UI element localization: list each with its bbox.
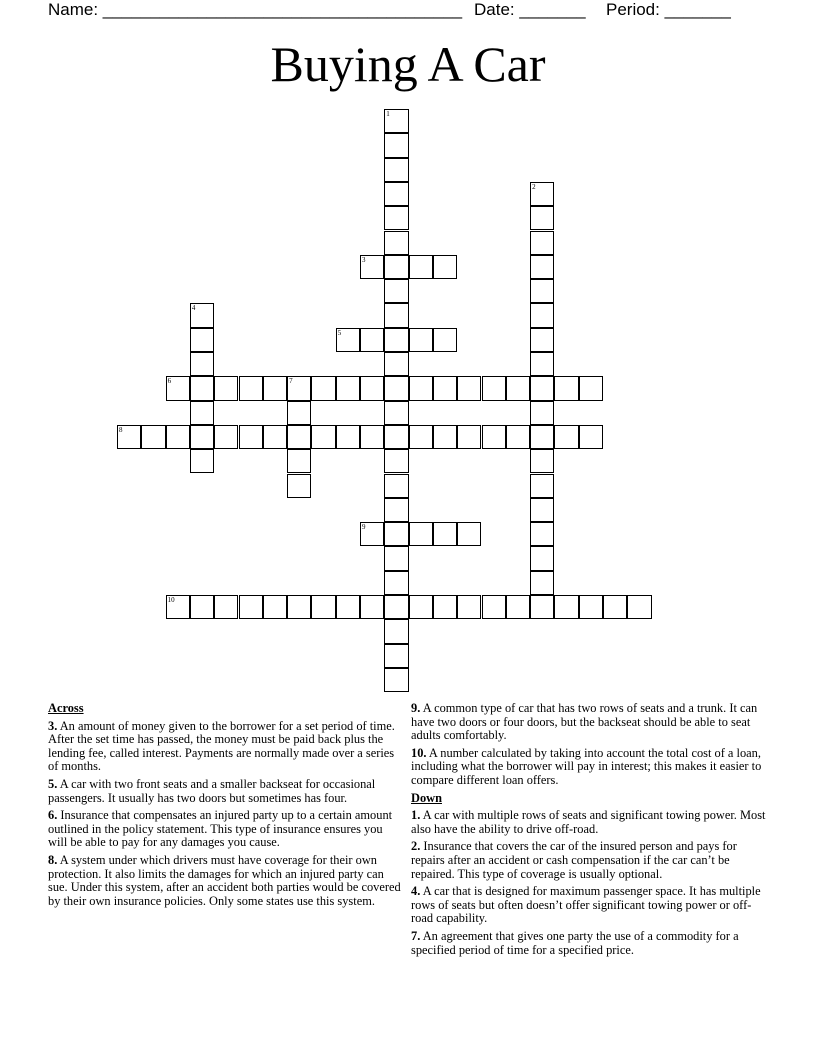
crossword-cell[interactable] xyxy=(239,376,263,400)
crossword-cell[interactable] xyxy=(409,376,433,400)
crossword-cell[interactable] xyxy=(530,231,554,255)
crossword-cell[interactable] xyxy=(530,522,554,546)
crossword-cell[interactable] xyxy=(384,182,408,206)
crossword-cell[interactable] xyxy=(239,595,263,619)
crossword-cell[interactable] xyxy=(311,595,335,619)
crossword-cell[interactable] xyxy=(530,474,554,498)
crossword-cell[interactable] xyxy=(384,133,408,157)
crossword-cell[interactable] xyxy=(530,401,554,425)
crossword-cell[interactable] xyxy=(457,522,481,546)
clue-down-1 xyxy=(411,809,773,836)
crossword-cell[interactable] xyxy=(530,498,554,522)
clue-across-9 xyxy=(411,702,773,743)
crossword-cell[interactable] xyxy=(409,328,433,352)
cell-number: 7 xyxy=(289,377,293,386)
crossword-cell[interactable] xyxy=(530,571,554,595)
cell-number: 10 xyxy=(167,596,175,604)
crossword-cell[interactable] xyxy=(287,595,311,619)
cell-number: 3 xyxy=(362,255,366,264)
crossword-cell[interactable] xyxy=(263,595,287,619)
crossword-cell[interactable] xyxy=(384,595,408,619)
crossword-cell[interactable] xyxy=(530,425,554,449)
crossword-cell[interactable] xyxy=(457,425,481,449)
crossword-cell[interactable] xyxy=(360,425,384,449)
crossword-cell[interactable] xyxy=(336,328,360,352)
clue-number: 7. xyxy=(411,928,421,943)
clue-down-2 xyxy=(411,840,773,881)
crossword-cell[interactable] xyxy=(360,255,384,279)
crossword-cell[interactable] xyxy=(384,352,408,376)
crossword-cell[interactable] xyxy=(482,376,506,400)
crossword-cell[interactable] xyxy=(214,376,238,400)
clue-number: 4. xyxy=(411,884,421,899)
crossword-cell[interactable] xyxy=(287,449,311,473)
crossword-cell[interactable] xyxy=(384,644,408,668)
clue-text: A system under which drivers must have coverage for their own protection. It also limits the damages for which an injured party can sue. Under this system, after an accident both parties would be covered by their own insurance policies. Only some states use this system. xyxy=(48,852,401,908)
crossword-cell[interactable] xyxy=(336,425,360,449)
crossword-cell[interactable] xyxy=(384,401,408,425)
crossword-cell[interactable] xyxy=(166,595,190,619)
crossword-cell[interactable] xyxy=(384,425,408,449)
crossword-cell[interactable] xyxy=(530,206,554,230)
clue-number: 8. xyxy=(48,852,58,867)
crossword-cell[interactable] xyxy=(190,303,214,327)
cell-number: 4 xyxy=(191,304,196,313)
crossword-cell[interactable] xyxy=(287,425,311,449)
clue-number: 1. xyxy=(411,808,421,823)
crossword-cell[interactable] xyxy=(190,401,214,425)
cell-number: 5 xyxy=(337,328,342,337)
crossword-cell[interactable] xyxy=(360,595,384,619)
crossword-cell[interactable] xyxy=(336,376,360,400)
crossword-cell[interactable] xyxy=(263,376,287,400)
crossword-cell[interactable] xyxy=(166,425,190,449)
crossword-cell[interactable] xyxy=(627,595,651,619)
clue-down-4 xyxy=(411,885,773,926)
down-heading: Down xyxy=(411,790,442,805)
clue-text: Insurance that covers the car of the insured person and pays for repairs after an accident or cash compensation if the car can’t be repaired. This type of coverage is usually optional. xyxy=(411,839,737,881)
crossword-cell[interactable] xyxy=(457,595,481,619)
crossword-cell[interactable] xyxy=(554,595,578,619)
crossword-cell[interactable] xyxy=(214,595,238,619)
clues-right-column xyxy=(411,702,773,961)
crossword-cell[interactable] xyxy=(506,595,530,619)
crossword-cell[interactable] xyxy=(530,595,554,619)
crossword-cell[interactable] xyxy=(384,546,408,570)
crossword-cell[interactable] xyxy=(190,376,214,400)
crossword-cell[interactable] xyxy=(384,474,408,498)
crossword-cell[interactable] xyxy=(384,498,408,522)
crossword-cell[interactable] xyxy=(360,376,384,400)
crossword-cell[interactable] xyxy=(409,522,433,546)
cell-number: 8 xyxy=(119,425,123,434)
crossword-cell[interactable] xyxy=(384,571,408,595)
clue-text: A car that is designed for maximum passenger space. It has multiple rows of seats but often doesn’t offer significant towing power or off-road capability. xyxy=(411,884,761,926)
crossword-cell[interactable] xyxy=(287,376,311,400)
crossword-cell[interactable] xyxy=(190,595,214,619)
crossword-cell[interactable] xyxy=(190,328,214,352)
crossword-cell[interactable] xyxy=(190,425,214,449)
crossword-cell[interactable] xyxy=(530,279,554,303)
crossword-cell[interactable] xyxy=(506,425,530,449)
crossword-cell[interactable] xyxy=(409,595,433,619)
crossword-cell[interactable] xyxy=(579,425,603,449)
crossword-cell[interactable] xyxy=(141,425,165,449)
clue-text: A common type of car that has two rows of seats and a trunk. It can have two doors or four doors, but the backseat should be able to seat adults comfortably. xyxy=(411,701,758,743)
clue-number: 2. xyxy=(411,839,421,854)
clue-number: 6. xyxy=(48,808,58,823)
crossword-cell[interactable] xyxy=(482,425,506,449)
crossword-cell[interactable] xyxy=(433,522,457,546)
date-field[interactable]: Date: _______ xyxy=(474,0,586,19)
cell-number: 6 xyxy=(167,377,172,386)
crossword-cell[interactable] xyxy=(117,425,141,449)
crossword-cell[interactable] xyxy=(166,376,190,400)
crossword-cell[interactable] xyxy=(530,449,554,473)
crossword-cell[interactable] xyxy=(384,668,408,692)
crossword-cell[interactable] xyxy=(336,595,360,619)
crossword-cell[interactable] xyxy=(384,303,408,327)
crossword-cell[interactable] xyxy=(530,328,554,352)
across-heading: Across xyxy=(48,701,84,715)
crossword-cell[interactable] xyxy=(530,255,554,279)
clues-left-column xyxy=(48,702,404,912)
crossword-cell[interactable] xyxy=(530,376,554,400)
crossword-cell[interactable] xyxy=(433,328,457,352)
crossword-cell[interactable] xyxy=(579,376,603,400)
crossword-cell[interactable] xyxy=(384,328,408,352)
crossword-cell[interactable] xyxy=(554,425,578,449)
page-title: Buying A Car xyxy=(270,36,546,92)
clue-number: 9. xyxy=(411,701,421,715)
crossword-cell[interactable] xyxy=(433,425,457,449)
clue-number: 10. xyxy=(411,745,427,760)
crossword-cell[interactable] xyxy=(384,376,408,400)
clue-text: An agreement that gives one party the use of a commodity for a specified period of time for a specified price. xyxy=(411,928,739,957)
crossword-cell[interactable] xyxy=(384,449,408,473)
clue-across-5 xyxy=(48,778,404,805)
clue-down-7 xyxy=(411,930,773,957)
crossword-cell[interactable] xyxy=(457,376,481,400)
crossword-cell[interactable] xyxy=(214,425,238,449)
clue-across-3 xyxy=(48,720,404,774)
clue-text: A car with multiple rows of seats and significant towing power. Most also have the ability to drive off-road. xyxy=(411,808,766,836)
crossword-cell[interactable] xyxy=(433,255,457,279)
crossword-cell[interactable] xyxy=(530,303,554,327)
crossword-cell[interactable] xyxy=(384,206,408,230)
crossword-cell[interactable] xyxy=(360,328,384,352)
clue-number: 3. xyxy=(48,718,58,733)
crossword-cell[interactable] xyxy=(384,522,408,546)
crossword-cell[interactable] xyxy=(239,425,263,449)
clue-across-6 xyxy=(48,809,404,850)
crossword-cell[interactable] xyxy=(482,595,506,619)
crossword-cell[interactable] xyxy=(530,352,554,376)
crossword-cell[interactable] xyxy=(190,449,214,473)
crossword-cell[interactable] xyxy=(384,231,408,255)
crossword-cell[interactable] xyxy=(311,425,335,449)
crossword-cell[interactable] xyxy=(530,546,554,570)
crossword-cell[interactable] xyxy=(263,425,287,449)
crossword-cell[interactable] xyxy=(384,255,408,279)
crossword-cell[interactable] xyxy=(384,279,408,303)
crossword-cell[interactable] xyxy=(384,109,408,133)
crossword-cell[interactable] xyxy=(433,376,457,400)
crossword-cell[interactable] xyxy=(603,595,627,619)
crossword-cell[interactable] xyxy=(360,522,384,546)
crossword-cell[interactable] xyxy=(287,401,311,425)
crossword-cell[interactable] xyxy=(530,182,554,206)
cell-number: 1 xyxy=(386,110,390,118)
clue-number: 5. xyxy=(48,776,58,791)
crossword-cell[interactable] xyxy=(506,376,530,400)
crossword-cell[interactable] xyxy=(409,255,433,279)
crossword-cell[interactable] xyxy=(287,474,311,498)
clue-across-10 xyxy=(411,747,773,788)
crossword-cell[interactable] xyxy=(433,595,457,619)
clue-across-8 xyxy=(48,854,404,908)
crossword-cell[interactable] xyxy=(409,425,433,449)
cell-number: 9 xyxy=(362,523,366,532)
crossword-cell[interactable] xyxy=(579,595,603,619)
period-field[interactable]: Period: _______ xyxy=(606,0,731,19)
name-field[interactable]: Name: ______________________________________ xyxy=(48,0,463,19)
cell-number: 2 xyxy=(532,182,536,191)
crossword-cell[interactable] xyxy=(384,619,408,643)
clue-text: Insurance that compensates an injured party up to a certain amount outlined in the policy statement. This type of insurance ensures you will be able to pay for any damages you cause. xyxy=(48,808,393,850)
crossword-cell[interactable] xyxy=(384,158,408,182)
crossword-cell[interactable] xyxy=(190,352,214,376)
clue-text: An amount of money given to the borrower for a set period of time. After the set time has passed, the money must be paid back plus the lending fee, called interest. Payments are normally made over a series of months. xyxy=(48,718,395,774)
clue-text: A number calculated by taking into account the total cost of a loan, including what the borrower will pay in interest; this makes it easier to compare different loan offers. xyxy=(411,745,762,787)
clue-text: A car with two front seats and a smaller backseat for occasional passengers. It usually has two doors but sometimes has four. xyxy=(48,776,376,805)
crossword-cell[interactable] xyxy=(311,376,335,400)
crossword-cell[interactable] xyxy=(554,376,578,400)
